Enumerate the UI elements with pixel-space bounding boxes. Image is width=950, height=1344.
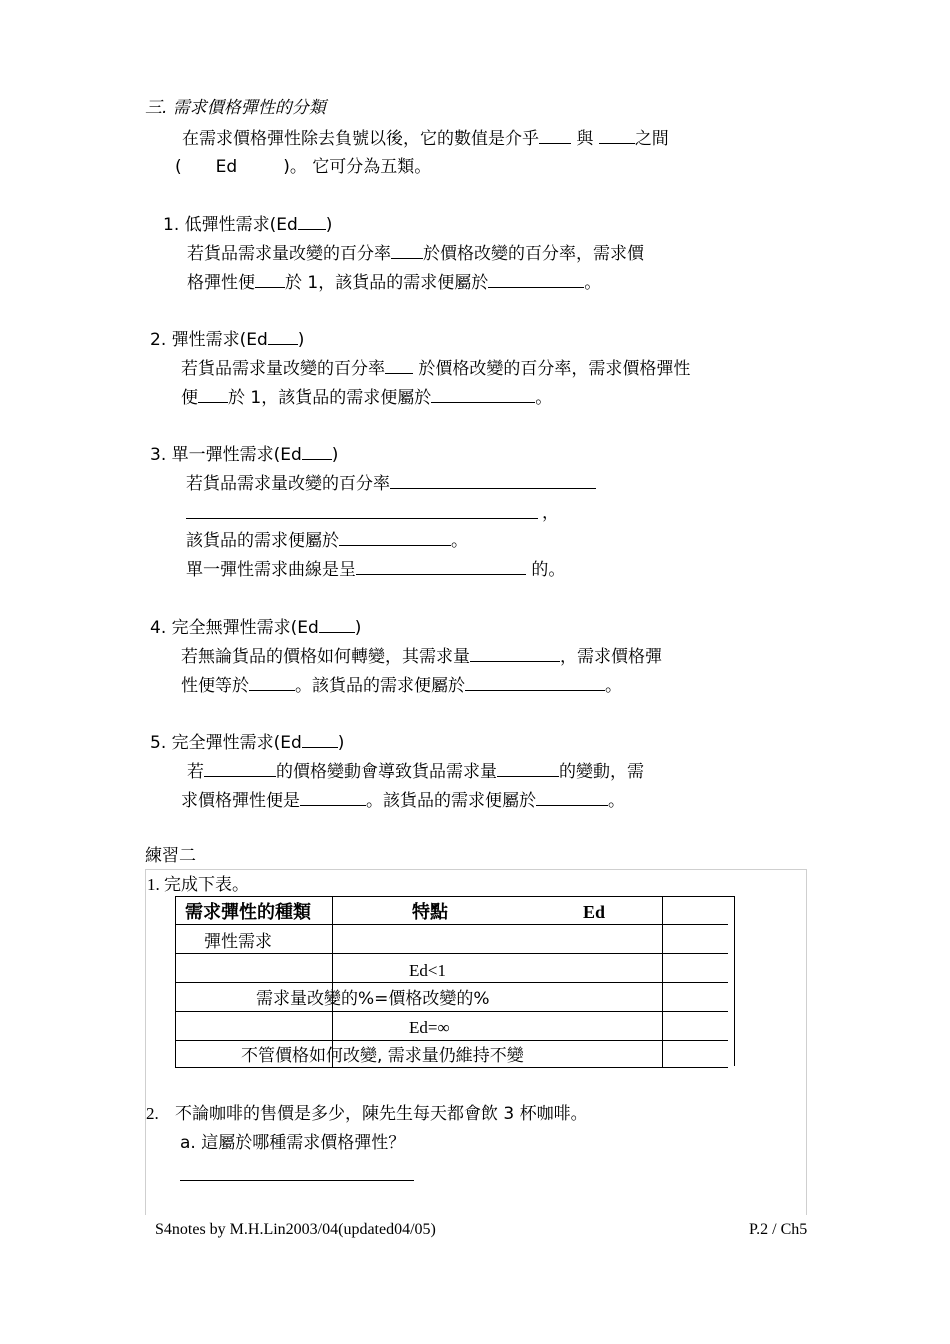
item-text: 。: [535, 388, 553, 408]
item5-line2: [181, 789, 625, 812]
item-title-paren: ): [331, 445, 339, 465]
exercise-q2: 不論咖啡的售價是多少，陳先生每天都會飲 3 杯咖啡。: [175, 1104, 588, 1124]
exercise-title: 練習二: [145, 846, 196, 866]
item-text: 。該貨品的需求便屬於: [295, 676, 465, 696]
item-text: 格彈性便: [187, 273, 255, 293]
table-header-feature: 特點: [412, 902, 448, 922]
section-heading: 三. 需求價格彈性的分類: [145, 98, 326, 118]
intro-ed: Ed: [215, 157, 238, 177]
exercise-q2-number: 2.: [146, 1104, 159, 1123]
item3-line1: [186, 472, 596, 495]
table-cell-feature: Ed<1: [409, 961, 446, 980]
intro-text: 之間: [634, 129, 669, 149]
item2-title: [150, 328, 304, 351]
intro-paren: (: [175, 157, 182, 177]
section-intro-line2: [175, 156, 431, 178]
section-intro-line1: [182, 127, 669, 150]
item-text: 求價格彈性便是: [181, 791, 300, 811]
item-text: 便: [181, 388, 198, 408]
intro-text: )。 它可分為五類。: [283, 157, 432, 177]
item-text: 若: [187, 762, 204, 782]
item-text: 於價格改變的百分率，需求價格彈性: [413, 359, 691, 379]
item3-line3: [186, 529, 468, 552]
item1-line2: [187, 271, 601, 294]
item-text: 該貨品的需求便屬於: [186, 531, 339, 551]
item-title-text: 2. 彈性需求(Ed: [150, 330, 268, 350]
item-title-text: 1. 低彈性需求(Ed: [163, 215, 298, 235]
item1-title: [163, 213, 332, 236]
item-text: 的價格變動會導致貨品需求量: [276, 762, 497, 782]
item-title-paren: ): [354, 618, 362, 638]
item-text: 性便等於: [181, 676, 249, 696]
item3-title: [150, 443, 338, 466]
item-text: ，需求價格彈: [560, 647, 662, 667]
item-text: 於價格改變的百分率，需求價: [423, 244, 644, 264]
item-title-paren: ): [297, 330, 305, 350]
item-text: 若貨品需求量改變的百分率: [187, 244, 391, 264]
item3-line4: [186, 558, 565, 581]
item-text: 。: [608, 791, 625, 811]
item-title-text: 3. 單一彈性需求(Ed: [150, 445, 302, 465]
table-header-ed: Ed: [583, 902, 606, 922]
footer-right: P.2 / Ch5: [749, 1221, 808, 1238]
item-title-text: 5. 完全彈性需求(Ed: [150, 733, 302, 753]
q2a-answer-line: [180, 1180, 414, 1181]
table-cell-feature: 不管價格如何改變, 需求量仍維持不變: [241, 1046, 524, 1066]
item3-line2-comma: ，: [542, 503, 559, 523]
item3-answer-line: [186, 518, 538, 519]
item-text: 。該貨品的需求便屬於: [366, 791, 536, 811]
table-cell-type: 彈性需求: [204, 932, 272, 952]
exercise-q1: 1. 完成下表。: [147, 875, 249, 894]
item-text: 。: [451, 531, 468, 551]
item-text: 若貨品需求量改變的百分率: [181, 359, 385, 379]
table-cell-feature: Ed=∞: [409, 1018, 450, 1037]
item5-title: [150, 731, 344, 754]
item-title-paren: ): [337, 733, 345, 753]
item-text: 的。: [526, 560, 566, 580]
item2-line2: [181, 386, 552, 409]
exercise-q2a: a. 這屬於哪種需求價格彈性？: [180, 1133, 406, 1153]
item-text: 於 1，該貨品的需求便屬於: [285, 273, 489, 293]
item4-title: [150, 616, 361, 639]
item4-line2: [181, 674, 622, 697]
item1-line1: [187, 242, 644, 265]
item-text: 於 1，該貨品的需求便屬於: [228, 388, 432, 408]
item-text: 若貨品需求量改變的百分率: [186, 474, 390, 494]
item-title-paren: ): [325, 215, 333, 235]
item-text: 。: [605, 676, 622, 696]
intro-text: 在需求價格彈性除去負號以後，它的數值是介乎: [182, 129, 539, 149]
item-text: 的變動，需: [559, 762, 644, 782]
item5-line1: [187, 760, 644, 783]
table-header-type: 需求彈性的種類: [185, 902, 311, 922]
intro-text: 與: [576, 129, 594, 149]
table-cell-feature: 需求量改變的%=價格改變的%: [256, 989, 490, 1009]
item-text: 單一彈性需求曲線是呈: [186, 560, 356, 580]
item2-line1: [181, 357, 690, 380]
item-text: 若無論貨品的價格如何轉變，其需求量: [181, 647, 470, 667]
item-text: 。: [584, 273, 602, 293]
item-title-text: 4. 完全無彈性需求(Ed: [150, 618, 319, 638]
item4-line1: [181, 645, 662, 668]
footer-left: S4notes by M.H.Lin2003/04(updated04/05): [155, 1221, 436, 1238]
